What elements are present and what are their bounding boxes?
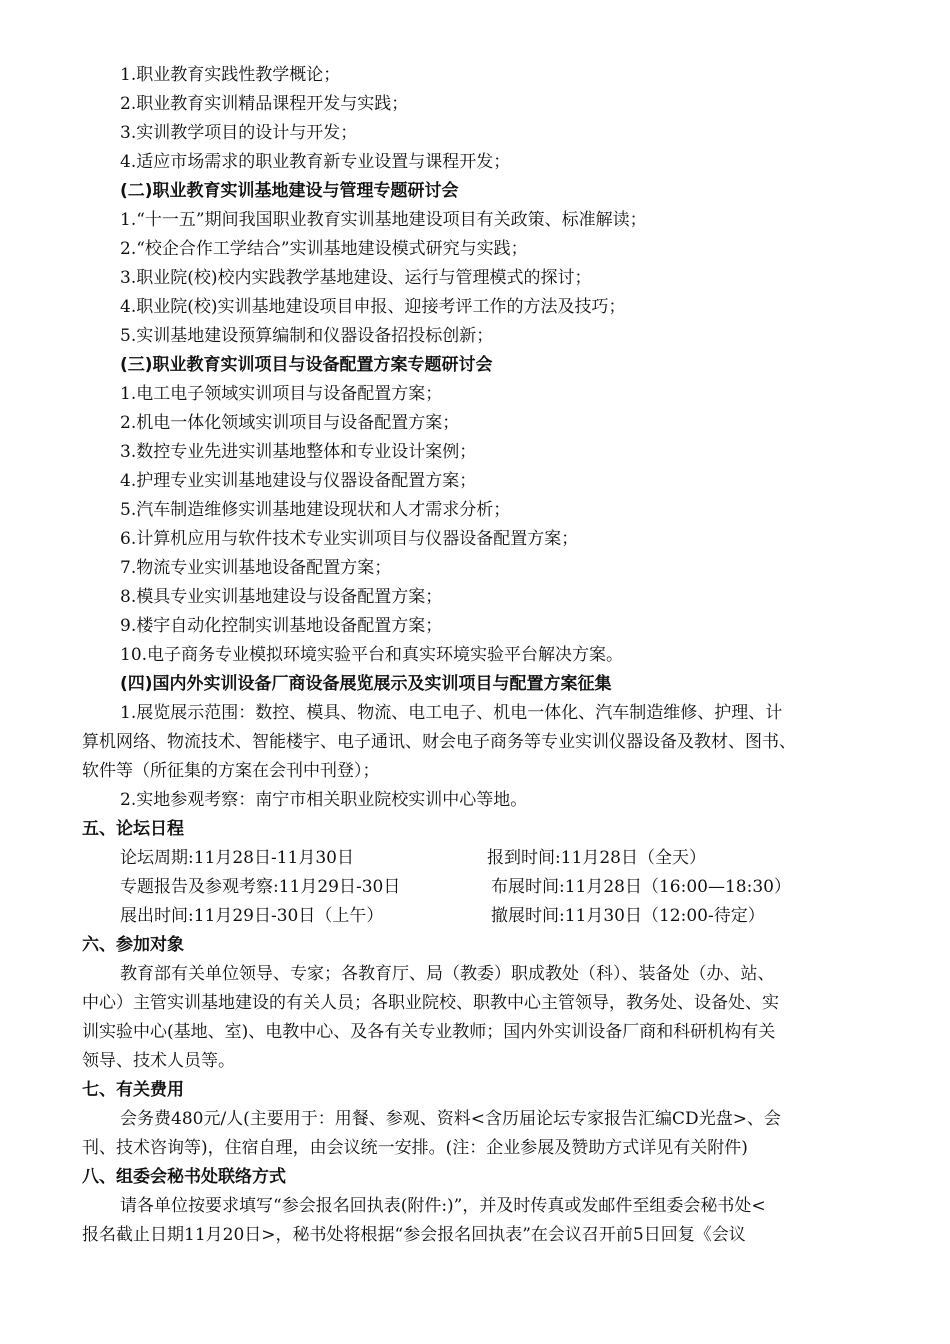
paragraph-line: 软件等（所征集的方案在会刊中刊登）； [82, 761, 380, 781]
list-item: 4.职业院(校)实训基地建设项目申报、迎接考评工作的方法及技巧； [120, 297, 626, 317]
list-item: 3.职业院(校)校内实践教学基地建设、运行与管理模式的探讨； [120, 268, 592, 288]
section-heading: 七、有关费用 [82, 1080, 184, 1100]
list-item: 6.计算机应用与软件技术专业实训项目与仪器设备配置方案； [120, 529, 579, 549]
paragraph-line: 1.展览展示范围：数控、模具、物流、电工电子、机电一体化、汽车制造维修、护理、计 [120, 703, 783, 723]
subsection-title: (四)国内外实训设备厂商设备展览展示及实训项目与配置方案征集 [120, 674, 612, 694]
schedule-right-item: 撤展时间:11月30日（12:00-待定） [491, 906, 765, 926]
paragraph-line: 请各单位按要求填写“参会报名回执表(附件:)”，并及时传真或发邮件至组委会秘书处< [120, 1196, 766, 1216]
paragraph-line: 中心）主管实训基地建设的有关人员；各职业院校、职教中心主管领导，教务处、设备处、实 [82, 993, 779, 1013]
schedule-left-item: 论坛周期:11月28日-11月30日 [120, 848, 354, 868]
list-item: 5.汽车制造维修实训基地建设现状和人才需求分析； [120, 500, 511, 520]
subsection-title: (三)职业教育实训项目与设备配置方案专题研讨会 [120, 355, 493, 375]
subsection-title: (二)职业教育实训基地建设与管理专题研讨会 [120, 181, 459, 201]
paragraph-line: 刊、技术咨询等)，住宿自理，由会议统一安排。(注：企业参展及赞助方式详见有关附件) [82, 1138, 748, 1158]
paragraph-line: 教育部有关单位领导、专家；各教育厅、局（教委）职成教处（科）、装备处（办、站、 [120, 964, 775, 984]
paragraph-line: 训实验中心(基地、室)、电教中心、及各有关专业教师；国内外实训设备厂商和科研机构有关 [82, 1022, 776, 1042]
schedule-right-item: 报到时间:11月28日（全天） [487, 848, 706, 868]
list-item: 2.“校企合作工学结合”实训基地建设模式研究与实践； [120, 239, 528, 259]
section-heading: 五、论坛日程 [82, 819, 184, 839]
list-item: 2.机电一体化领域实训项目与设备配置方案； [120, 413, 460, 433]
section-heading: 六、参加对象 [82, 935, 184, 955]
list-item: 4.护理专业实训基地建设与仪器设备配置方案； [120, 471, 477, 491]
list-item: 2.职业教育实训精品课程开发与实践； [120, 94, 409, 114]
list-item: 1.电工电子领域实训项目与设备配置方案； [120, 384, 443, 404]
list-item: 8.模具专业实训基地建设与设备配置方案； [120, 587, 443, 607]
list-item: 1.“十一五”期间我国职业教育实训基地建设项目有关政策、标准解读； [120, 210, 647, 230]
section-heading: 八、组委会秘书处联络方式 [82, 1167, 286, 1187]
paragraph-line: 领导、技术人员等。 [82, 1051, 235, 1071]
list-item: 4.适应市场需求的职业教育新专业设置与课程开发； [120, 152, 511, 172]
list-item: 7.物流专业实训基地设备配置方案； [120, 558, 392, 578]
paragraph-line: 2.实地参观考察：南宁市相关职业院校实训中心等地。 [120, 790, 528, 810]
paragraph-line: 算机网络、物流技术、智能楼宇、电子通讯、财会电子商务等专业实训仪器设备及教材、图书、 [82, 732, 796, 752]
list-item: 3.数控专业先进实训基地整体和专业设计案例； [120, 442, 477, 462]
list-item: 9.楼宇自动化控制实训基地设备配置方案； [120, 616, 443, 636]
list-item: 5.实训基地建设预算编制和仪器设备招投标创新； [120, 326, 494, 346]
schedule-left-item: 展出时间:11月29日-30日（上午） [120, 906, 384, 926]
list-item: 1.职业教育实践性教学概论； [120, 65, 341, 85]
schedule-right-item: 布展时间:11月28日（16:00—18:30） [491, 877, 791, 897]
list-item: 3.实训教学项目的设计与开发； [120, 123, 358, 143]
paragraph-line: 会务费480元/人(主要用于：用餐、参观、资料<含历届论坛专家报告汇编CD光盘>、会 [120, 1109, 781, 1129]
list-item: 10.电子商务专业模拟环境实验平台和真实环境实验平台解决方案。 [120, 645, 624, 665]
paragraph-line: 报名截止日期11月20日>，秘书处将根据“参会报名回执表”在会议召开前5日回复《会议 [82, 1225, 746, 1245]
schedule-left-item: 专题报告及参观考察:11月29日-30日 [120, 877, 401, 897]
